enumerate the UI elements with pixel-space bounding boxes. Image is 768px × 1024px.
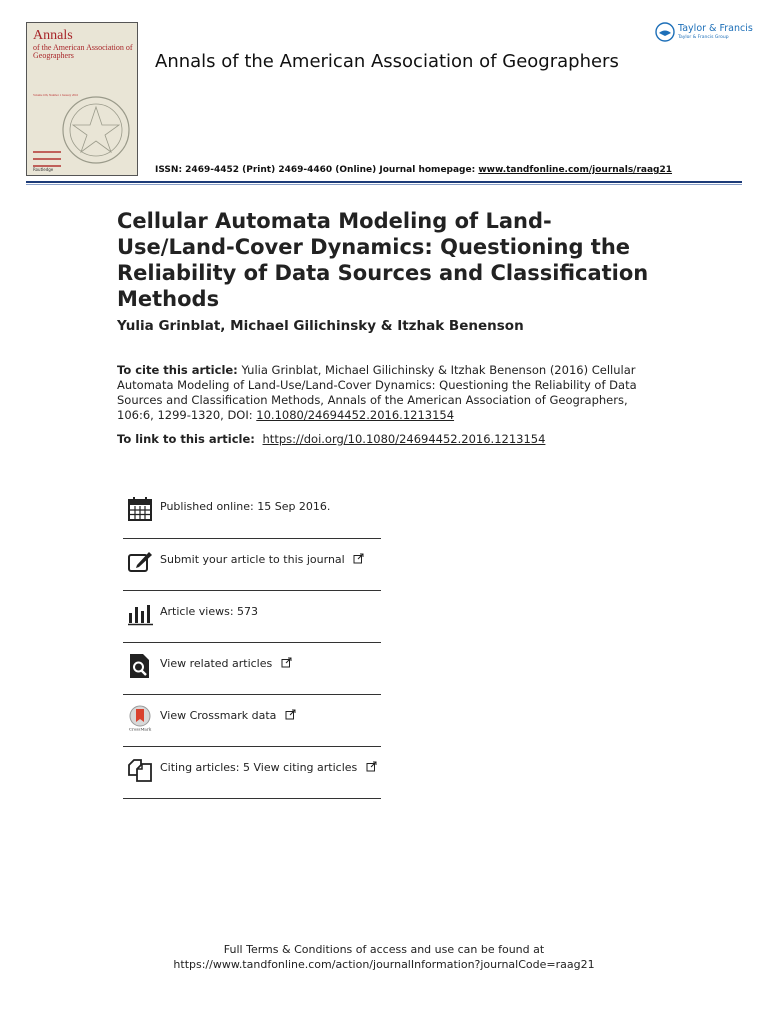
related-articles-label	[160, 657, 292, 670]
terms-url[interactable]: https://www.tandfonline.com/action/journalInformation?journalCode=raag21	[173, 958, 595, 971]
cover-title-big: Annals	[33, 28, 73, 43]
submit-article-label	[160, 553, 364, 566]
aag-seal-icon	[61, 95, 131, 165]
header-divider	[26, 181, 742, 183]
svg-text:CrossMark: CrossMark	[128, 726, 152, 731]
submit-article-row[interactable]	[123, 539, 381, 591]
related-articles-text[interactable]: View related articles	[160, 657, 273, 670]
article-views-row	[123, 591, 381, 643]
header-divider-thin	[26, 184, 742, 185]
journal-cover-image	[26, 22, 138, 176]
article-title: Cellular Automata Modeling of Land-Use/Land-Cover Dynamics: Questioning the Reliability of Data Sources and Classification Methods	[117, 209, 649, 311]
crossmark-label	[160, 709, 296, 722]
journal-title: Annals of the American Association of Geographers	[155, 51, 619, 72]
crossmark-text[interactable]: View Crossmark data	[160, 709, 277, 722]
related-articles-row[interactable]	[123, 643, 381, 695]
article-authors: Yulia Grinblat, Michael Gilichinsky & Itzhak Benenson	[117, 318, 524, 334]
citing-articles-icon	[127, 757, 153, 783]
crossmark-row[interactable]	[123, 695, 381, 747]
cover-publisher: Routledge	[33, 167, 54, 172]
citation	[117, 363, 647, 423]
document-search-icon	[127, 653, 153, 679]
citing-articles-row[interactable]	[123, 747, 381, 799]
external-link-icon	[281, 657, 292, 668]
taylor-francis-logo-icon	[655, 22, 675, 42]
crossmark-icon	[127, 705, 153, 731]
article-link	[117, 432, 545, 446]
article-info-list	[123, 486, 381, 799]
submit-article-text[interactable]: Submit your article to this journal	[160, 553, 345, 566]
cite-text: Yulia Grinblat, Michael Gilichinsky & Itzhak Benenson (2016) Cellular Automata Modeling of Land-Use/Land-Cover Dynamics: Questioning the Reliability of Data Sources and Classification Methods, Annals of the American Association of Geographers, 106:6, 1299-1320, DOI:	[117, 363, 637, 422]
journal-homepage-link[interactable]: www.tandfonline.com/journals/raag21	[478, 165, 673, 175]
publisher-group: Taylor & Francis Group	[678, 35, 729, 40]
issn-line	[155, 165, 672, 175]
external-link-icon	[353, 553, 364, 564]
external-link-icon	[366, 761, 377, 772]
bar-chart-icon	[127, 601, 153, 627]
cover-volume: Volume 106, Number 1 January 2016	[33, 93, 78, 97]
publisher-name: Taylor & Francis	[678, 23, 753, 34]
cite-label: To cite this article:	[117, 363, 238, 377]
terms-footer	[0, 942, 768, 972]
article-url-link[interactable]: https://doi.org/10.1080/24694452.2016.1213154	[262, 432, 546, 446]
issn-text: ISSN: 2469-4452 (Print) 2469-4460 (Online) Journal homepage:	[155, 165, 476, 175]
terms-text: Full Terms & Conditions of access and use can be found at	[223, 943, 545, 956]
cover-title-small: of the American Association of Geographers	[33, 42, 133, 61]
cover-title	[33, 29, 137, 60]
published-online-row	[123, 486, 381, 539]
citing-articles-text[interactable]: Citing articles: 5 View citing articles	[160, 761, 358, 774]
calendar-icon	[127, 496, 153, 522]
article-views-text: Article views: 573	[160, 605, 259, 618]
edit-icon	[127, 549, 153, 575]
publisher-logo[interactable]	[655, 22, 753, 46]
link-label: To link to this article:	[117, 432, 255, 446]
published-online-text: Published online: 15 Sep 2016.	[160, 500, 331, 513]
external-link-icon	[285, 709, 296, 720]
doi-link[interactable]: 10.1080/24694452.2016.1213154	[256, 408, 455, 422]
citing-articles-label	[160, 761, 377, 774]
